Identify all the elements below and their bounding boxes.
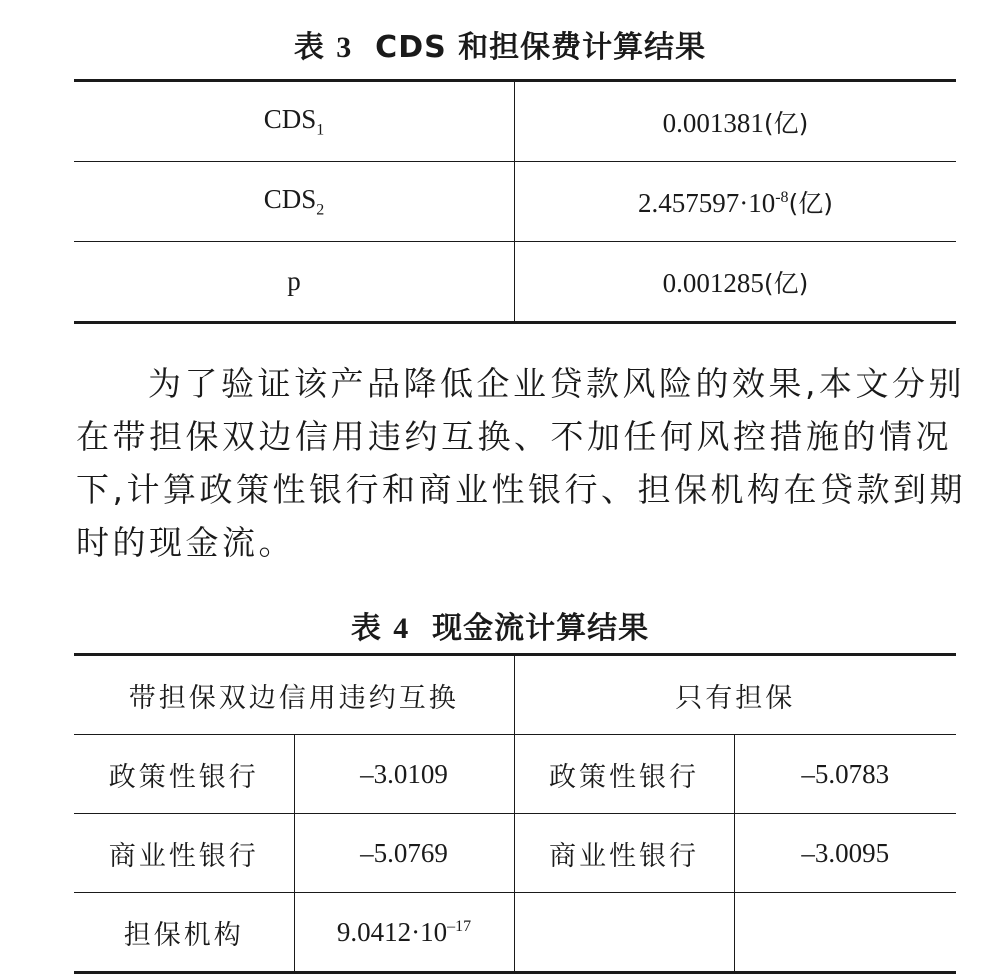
table3-row3-unit: (亿) bbox=[763, 268, 809, 298]
table-row bbox=[74, 893, 956, 973]
table4-label-cell: 商业性银行 bbox=[74, 814, 294, 893]
table4-label-cell: 商业性银行 bbox=[514, 814, 734, 893]
table4-value-cell: –5.0783 bbox=[734, 735, 956, 814]
table3-value-cell bbox=[515, 81, 957, 162]
table4-header-left: 带担保双边信用违约互换 bbox=[74, 655, 514, 735]
table-row bbox=[74, 242, 956, 323]
table4-caption-title: 现金流计算结果 bbox=[432, 611, 650, 646]
table3-row2-value: 2.457597·10 bbox=[637, 187, 776, 218]
table4-row2-left-value: –5.0769 bbox=[360, 837, 448, 868]
table4-row3-left-value: 9.0412·10 bbox=[336, 916, 448, 947]
table3-row1-value: 0.001381 bbox=[662, 107, 764, 138]
table3-name-cell bbox=[74, 242, 515, 323]
table4-caption bbox=[0, 603, 1000, 647]
table4-label-cell: 政策性银行 bbox=[514, 735, 734, 814]
paragraph-line: 为了验证该产品降低企业贷款风险的效果,本文分别 bbox=[148, 364, 965, 403]
table3-value-cell bbox=[515, 162, 957, 242]
table4-value-cell bbox=[294, 893, 514, 973]
table3-row1-sub: 1 bbox=[316, 121, 325, 139]
table4-label-cell: 政策性银行 bbox=[74, 735, 294, 814]
table3-caption bbox=[0, 22, 1000, 66]
paragraph-line: 时的现金流。 bbox=[76, 523, 295, 562]
table-row bbox=[74, 735, 956, 814]
table4-row3-exponent: –17 bbox=[447, 917, 472, 935]
table3-name-cell bbox=[74, 162, 515, 242]
table3-row2-sub: 2 bbox=[316, 201, 325, 219]
table4-caption-prefix: 表 bbox=[350, 611, 382, 646]
table3-row1-unit: (亿) bbox=[763, 108, 809, 138]
table4 bbox=[74, 653, 956, 974]
table3-caption-number: 3 bbox=[336, 31, 353, 64]
table3-row3-name: p bbox=[287, 266, 301, 296]
table3-value-cell bbox=[515, 242, 957, 323]
table3-row2-exponent: -8 bbox=[775, 188, 789, 206]
table3-row2-name: CDS bbox=[263, 183, 317, 214]
table4-value-cell bbox=[294, 735, 514, 814]
table4-value-cell: –3.0095 bbox=[734, 814, 956, 893]
paragraph-line: 下,计算政策性银行和商业性银行、担保机构在贷款到期 bbox=[76, 470, 966, 509]
table3 bbox=[74, 79, 956, 324]
body-paragraph bbox=[76, 357, 976, 569]
table-header-row bbox=[74, 655, 956, 735]
table3-row2-unit: (亿) bbox=[788, 188, 834, 218]
table3-caption-prefix: 表 bbox=[293, 30, 325, 65]
table4-row1-left-value: –3.0109 bbox=[360, 758, 448, 789]
paragraph-line: 在带担保双边信用违约互换、不加任何风控措施的情况 bbox=[76, 417, 952, 456]
table4-empty-cell bbox=[514, 893, 734, 973]
table3-caption-title: CDS 和担保费计算结果 bbox=[375, 30, 707, 65]
table-row bbox=[74, 814, 956, 893]
table3-row3-value: 0.001285 bbox=[662, 267, 764, 298]
table4-caption-number: 4 bbox=[393, 612, 410, 645]
table4-empty-cell bbox=[734, 893, 956, 973]
table-row bbox=[74, 162, 956, 242]
table-row bbox=[74, 81, 956, 162]
table4-header-right: 只有担保 bbox=[514, 655, 956, 735]
table4-value-cell bbox=[294, 814, 514, 893]
table4-label-cell: 担保机构 bbox=[74, 893, 294, 973]
table3-row1-name: CDS bbox=[263, 103, 317, 134]
table3-name-cell bbox=[74, 81, 515, 162]
